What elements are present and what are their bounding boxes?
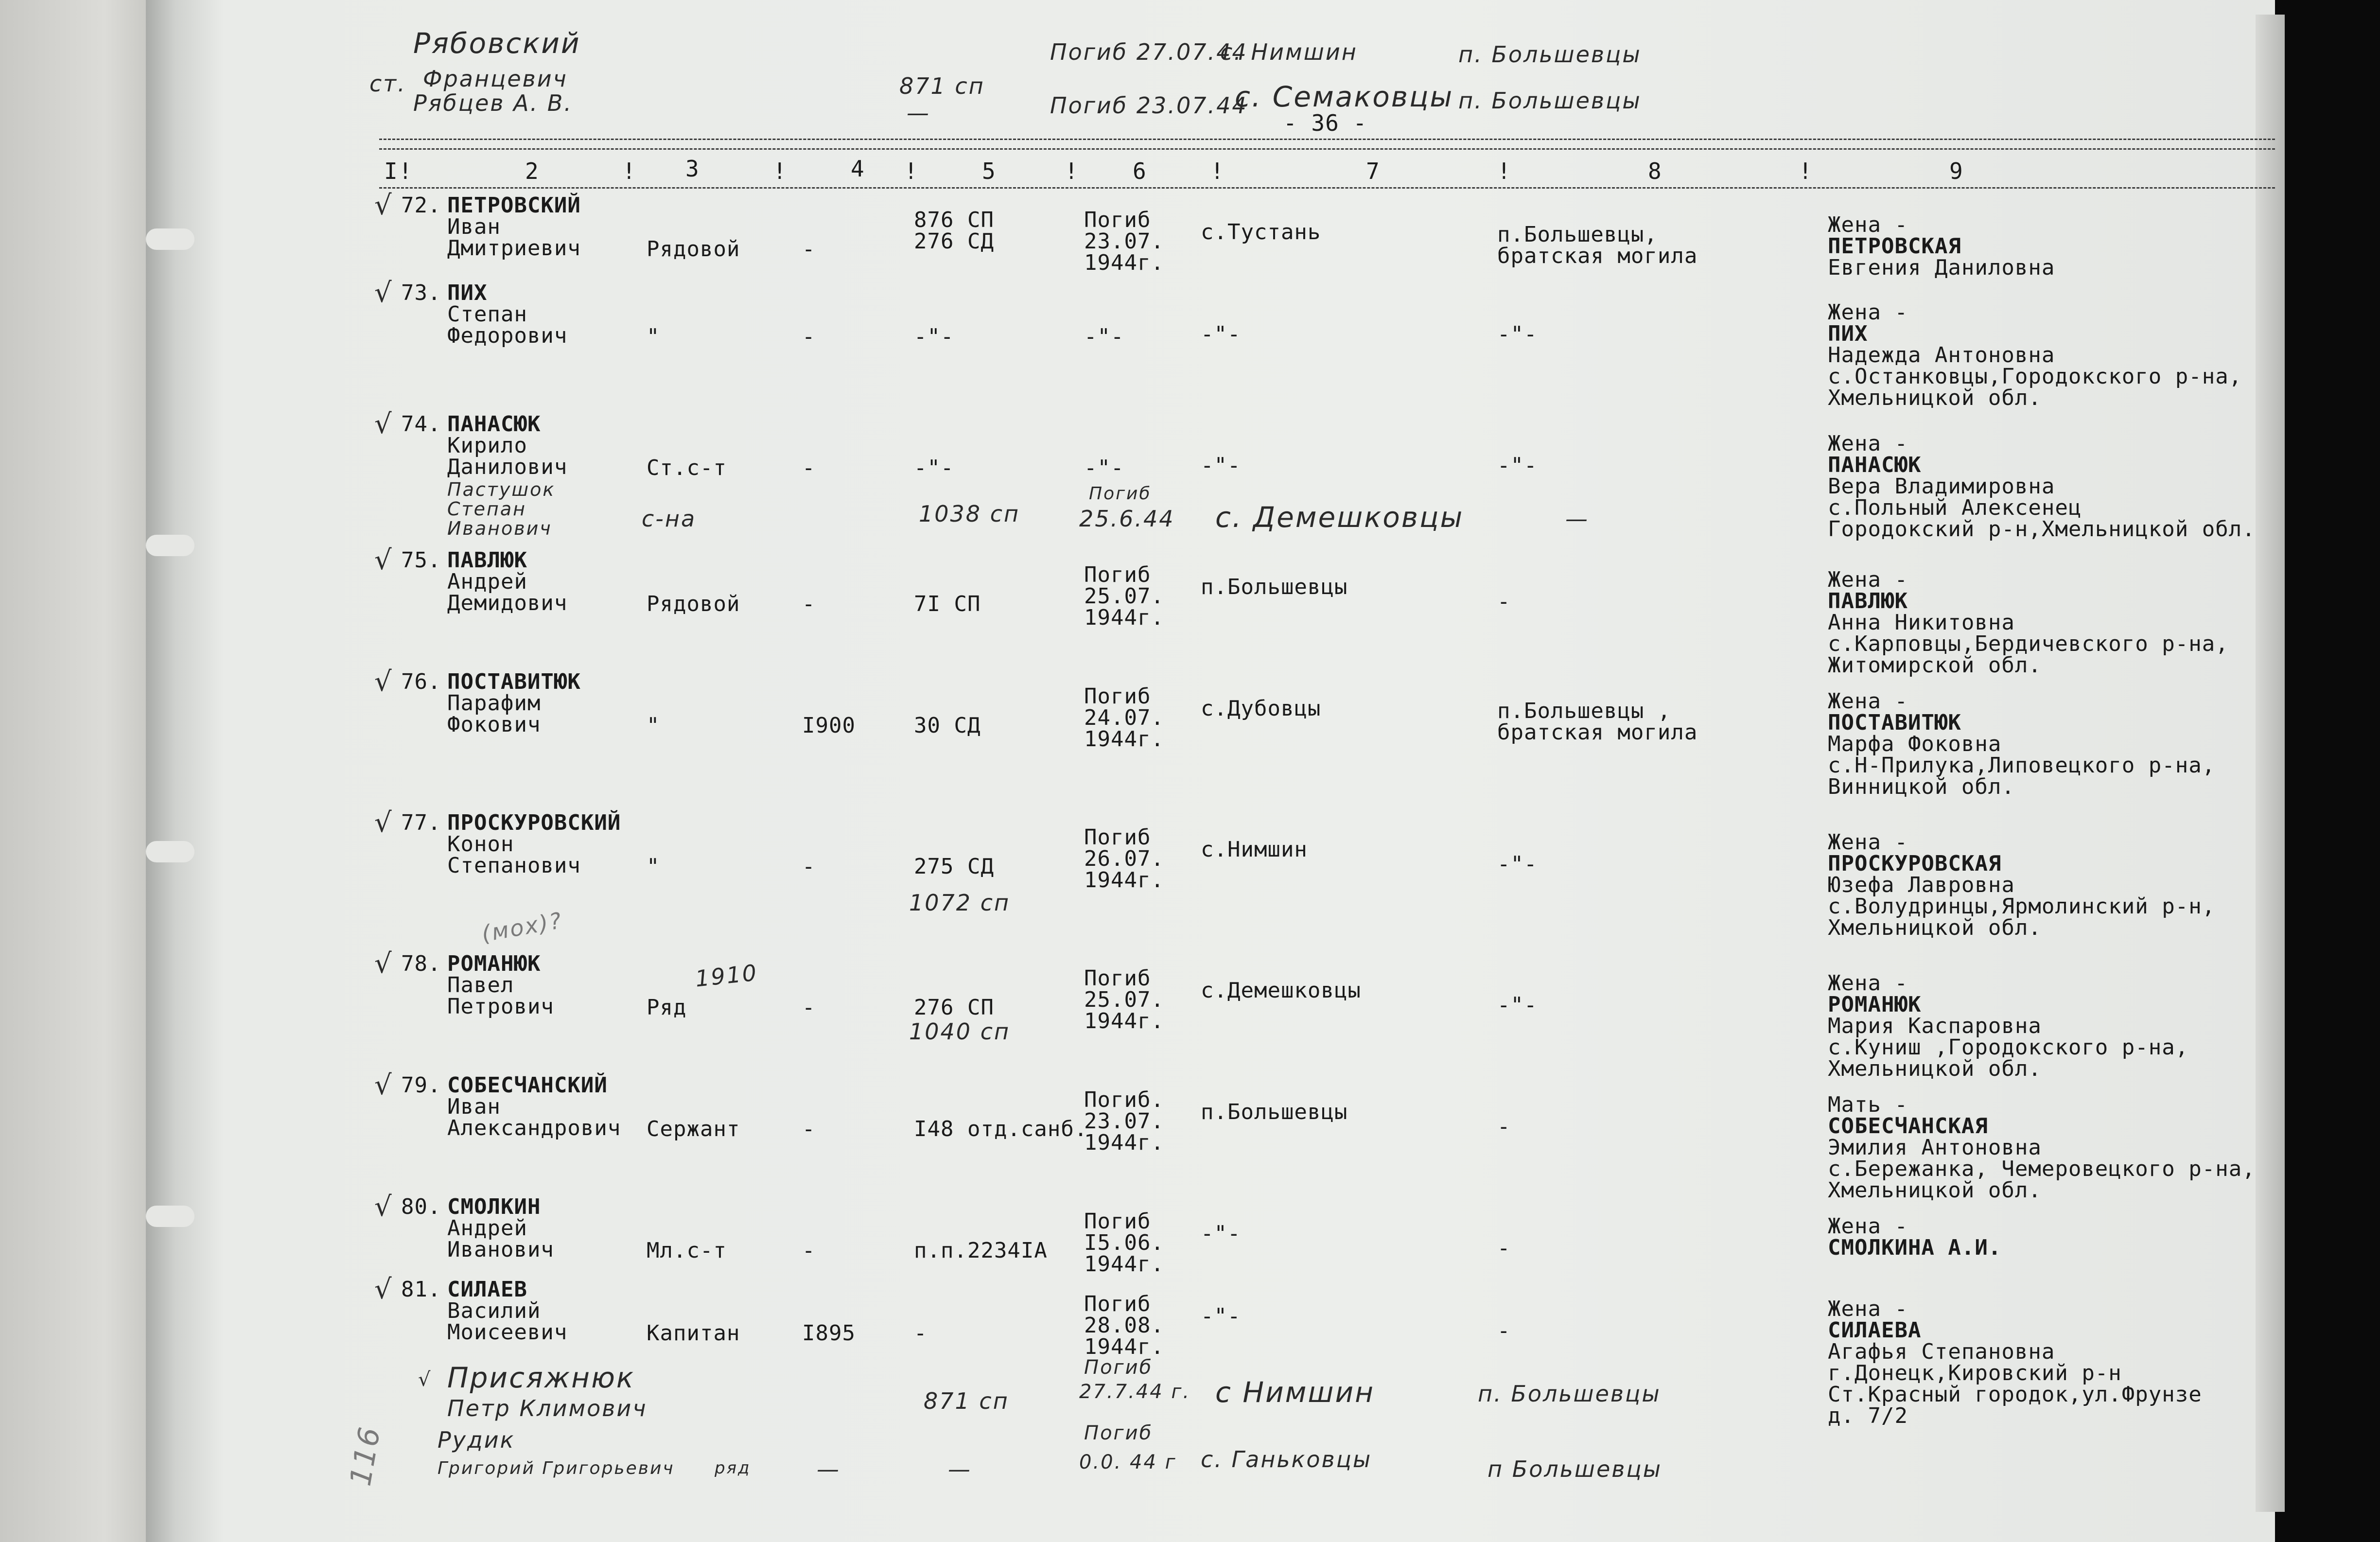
rudik-burial: п Большевцы [1488, 1456, 1662, 1482]
column-separator: ! [399, 158, 412, 184]
record-first-name: Парафим [447, 691, 541, 716]
record-patronymic: Петрович [447, 994, 554, 1019]
record-patronymic: Фокович [447, 712, 541, 737]
record-patronymic: Александрович [447, 1116, 621, 1140]
record-number: 77. [401, 810, 441, 835]
check-mark: √ [374, 948, 392, 980]
column-number-5: 5 [982, 158, 996, 184]
record-relative: Хмельницкой обл. [1828, 386, 2042, 410]
record-number: 81. [401, 1277, 441, 1302]
record-number: 75. [401, 548, 441, 573]
record-death: Погиб [1084, 1209, 1151, 1234]
record-burial: -"- [1497, 322, 1538, 347]
record-place-of-death: п.Большевцы [1201, 1100, 1348, 1124]
record-relative: Эмилия Антоновна [1828, 1135, 2042, 1160]
column-number-1: I [384, 158, 398, 184]
prisyazhnyuk-surname: Присяжнюк [447, 1361, 635, 1394]
record-relative: Жена - [1828, 300, 1908, 325]
top-initial-1: ст. [369, 70, 406, 97]
record-rank: Ряд [647, 995, 687, 1020]
record-death: 25.07. [1084, 584, 1164, 609]
top-death-1: Погиб 27.07.44 [1050, 39, 1248, 65]
record-place-of-death: с.Нимшин [1201, 837, 1308, 862]
rudik-name: Григорий Григорьевич [438, 1458, 675, 1478]
record-death: 1944г. [1084, 1130, 1164, 1155]
record-first-name: Иван [447, 214, 501, 239]
column-separator: ! [1497, 158, 1511, 184]
record-relative: Марфа Фоковна [1828, 732, 2002, 756]
top-surname-1: Рябовский [413, 27, 581, 60]
record-birth-year: - [802, 854, 816, 879]
pastushok-name: Степан [447, 498, 527, 520]
record-place-of-death: -"- [1201, 322, 1241, 347]
record-relative: Винницкой обл. [1828, 774, 2015, 799]
record-relative: д. 7/2 [1828, 1403, 1908, 1428]
record-death: Погиб. [1084, 1087, 1164, 1112]
record-relative: Жена - [1828, 567, 1908, 592]
record-birth-year: - [802, 1238, 816, 1263]
record-burial: -"- [1497, 453, 1538, 478]
record-relative: Хмельницкой обл. [1828, 1178, 2042, 1203]
record-death: 1944г. [1084, 605, 1164, 630]
column-number-3: 3 [685, 156, 699, 182]
record-relative: Жена - [1828, 971, 1908, 996]
record-unit: 30 СД [914, 713, 981, 738]
record-birth-year: I895 [802, 1321, 856, 1346]
record-relative: Жена - [1828, 830, 1908, 855]
record-relative: Жена - [1828, 1297, 1908, 1321]
record-relative: ПИХ [1828, 321, 1868, 346]
column-number-2: 2 [525, 158, 539, 184]
rudik-death-date: 0.0. 44 г [1079, 1451, 1177, 1473]
record-birth-year: - [802, 324, 816, 349]
pastushok-rank: с-на [642, 506, 697, 532]
record-relative: Жена - [1828, 1214, 1908, 1239]
record-death: Погиб [1084, 966, 1151, 991]
record-relative: ПЕТРОВСКАЯ [1828, 234, 1961, 259]
record-death: Погиб [1084, 208, 1151, 232]
binder-hole [146, 841, 194, 862]
top-unit-1: 871 сп [899, 73, 985, 99]
record-surname: ПАВЛЮК [447, 548, 527, 573]
record-number: 78. [401, 951, 441, 976]
binder-hole [146, 535, 194, 556]
record-death: 1944г. [1084, 1009, 1164, 1034]
record-rank: " [647, 713, 660, 738]
record-surname: СМОЛКИН [447, 1194, 541, 1219]
record-unit: -"- [914, 324, 954, 349]
record-first-name: Андрей [447, 569, 527, 594]
header-rule-top [379, 139, 2275, 140]
check-mark: √ [374, 408, 392, 440]
record-relative: Хмельницкой обл. [1828, 915, 2042, 940]
column-separator: ! [1799, 158, 1812, 184]
record-relative: СОБЕСЧАНСКАЯ [1828, 1114, 1988, 1139]
column-number-9: 9 [1949, 158, 1963, 184]
record-burial: п.Большевцы, [1497, 222, 1658, 247]
record-relative: Мать - [1828, 1092, 1908, 1117]
record-patronymic: Степанович [447, 853, 581, 878]
rudik-surname: Рудик [438, 1427, 515, 1453]
record-relative: РОМАНЮК [1828, 992, 1922, 1017]
record-unit: - [914, 1321, 928, 1346]
column-separator: ! [1210, 158, 1224, 184]
record-relative: с.Останковцы,Городокского р-на, [1828, 364, 2242, 389]
record-number: 73. [401, 280, 441, 305]
record-patronymic: Федорович [447, 323, 568, 348]
record-relative: Ст.Красный городок,ул.Фрунзе [1828, 1382, 2202, 1407]
record-death: 23.07. [1084, 229, 1164, 254]
record-surname: СОБЕСЧАНСКИЙ [447, 1073, 608, 1098]
record-birth-year: - [802, 592, 816, 616]
top-burial-2: п. Большевцы [1458, 88, 1642, 114]
page-stack-edge [2256, 15, 2285, 1512]
record-death: 1944г. [1084, 1334, 1164, 1359]
record-unit: I48 отд.санб. [914, 1117, 1088, 1141]
record-burial: -"- [1497, 852, 1538, 876]
record-number: 80. [401, 1194, 441, 1219]
record-place-of-death: -"- [1201, 1304, 1241, 1329]
check-mark: √ [418, 1368, 431, 1391]
record-first-name: Василий [447, 1298, 541, 1323]
record-death: 25.07. [1084, 987, 1164, 1012]
top-name-1: Францевич [423, 66, 568, 92]
check-mark: √ [374, 807, 392, 839]
record-relative: с.Бережанка, Чемеровецкого р-на, [1828, 1156, 2256, 1181]
check-mark: √ [374, 544, 392, 576]
record-surname: ПРОСКУРОВСКИЙ [447, 810, 621, 835]
record-rank: Рядовой [647, 592, 740, 616]
record-birth-year: - [802, 456, 816, 480]
record-relative: г.Донецк,Кировский р-н [1828, 1361, 2122, 1385]
prisyazhnyuk-unit: 871 сп [924, 1388, 1009, 1414]
pastushok-patronymic: Иванович [447, 518, 552, 539]
record-surname: ПЕТРОВСКИЙ [447, 193, 581, 218]
record-burial: братская могила [1497, 244, 1698, 268]
top-surname-2: Рябцев А. В. [413, 90, 573, 116]
record-burial: - [1497, 589, 1511, 614]
record-unit: 7I СП [914, 592, 981, 616]
top-burial-1: п. Большевцы [1458, 41, 1642, 68]
pastushok-unit: 1038 сп [919, 501, 1020, 527]
column-number-4: 4 [851, 156, 864, 182]
record-place-of-death: п.Большевцы [1201, 575, 1348, 599]
year-78: 1910 [694, 959, 759, 992]
record-birth-year: - [802, 1117, 816, 1141]
record-number: 72. [401, 193, 441, 218]
record-first-name: Степан [447, 302, 527, 327]
record-relative: ПАВЛЮК [1828, 589, 1908, 613]
record-place-of-death: с.Дубовцы [1201, 696, 1321, 721]
record-death: Погиб [1084, 562, 1151, 587]
record-unit: п.п.2234IА [914, 1238, 1048, 1263]
record-relative: Агафья Степановна [1828, 1339, 2055, 1364]
record-surname: РОМАНЮК [447, 951, 541, 976]
record-relative: Юзефа Лавровна [1828, 873, 2015, 897]
record-rank: Капитан [647, 1321, 740, 1346]
record-first-name: Иван [447, 1094, 501, 1119]
record-rank: " [647, 324, 660, 349]
record-death: -"- [1084, 456, 1124, 480]
column-separator: ! [904, 158, 918, 184]
record-death: 1944г. [1084, 727, 1164, 752]
record-number: 76. [401, 669, 441, 694]
top-village-2: с. Семаковцы [1235, 80, 1454, 113]
record-relative: Хмельницкой обл. [1828, 1056, 2042, 1081]
record-death: 24.07. [1084, 705, 1164, 730]
check-mark: √ [374, 666, 392, 698]
record-relative: Мария Каспаровна [1828, 1014, 2042, 1038]
record-death: -"- [1084, 324, 1124, 349]
rudik-year: — [817, 1456, 840, 1482]
note-78: (мох)? [479, 907, 565, 947]
record-burial: - [1497, 1114, 1511, 1139]
record-death: I5.06. [1084, 1230, 1164, 1255]
prisyazhnyuk-place: с Нимшин [1215, 1376, 1375, 1409]
record-death: 1944г. [1084, 868, 1164, 893]
record-relative: с.Н-Прилука,Липовецкого р-на, [1828, 753, 2216, 778]
record-rank: Рядовой [647, 237, 740, 262]
record-patronymic: Дмитриевич [447, 236, 581, 261]
record-relative: СМОЛКИНА А.И. [1828, 1235, 2002, 1260]
rudik-rank: ряд [715, 1458, 751, 1478]
record-first-name: Кирило [447, 433, 527, 458]
prisyazhnyuk-death-label: Погиб [1084, 1356, 1153, 1379]
binder-hole [146, 228, 194, 250]
record-surname: СИЛАЕВ [447, 1277, 527, 1302]
record-burial: - [1497, 1236, 1511, 1261]
record-unit: 275 СД [914, 854, 994, 879]
record-burial: - [1497, 1318, 1511, 1343]
header-rule-top-2 [379, 148, 2275, 150]
record-rank: Сержант [647, 1117, 740, 1141]
record-surname: ПАНАСЮК [447, 412, 541, 437]
record-relative: с.Волудринцы,Ярмолинский р-н, [1828, 894, 2216, 919]
column-number-8: 8 [1648, 158, 1662, 184]
pastushok-burial: — [1565, 506, 1589, 532]
record-relative: Городокский р-н,Хмельницкой обл. [1828, 517, 2256, 542]
check-mark: √ [374, 1274, 392, 1305]
record-death: 1944г. [1084, 250, 1164, 275]
record-relative: Евгения Даниловна [1828, 255, 2055, 280]
pastushok-place: с. Демешковцы [1215, 501, 1464, 534]
column-separator: ! [622, 158, 636, 184]
column-number-7: 7 [1366, 158, 1380, 184]
record-first-name: Андрей [447, 1216, 527, 1241]
top-unit-mark-2: — [907, 100, 930, 126]
record-birth-year: I900 [802, 713, 856, 738]
rudik-place: с. Ганьковцы [1201, 1446, 1372, 1472]
prisyazhnyuk-death-date: 27.7.44 г. [1079, 1381, 1191, 1403]
record-surname: ПОСТАВИТЮК [447, 669, 581, 694]
record-relative: ПАНАСЮК [1828, 453, 1922, 477]
record-birth-year: - [802, 237, 816, 262]
record-burial: п.Большевцы , [1497, 699, 1671, 723]
top-village-1: с. Нимшин [1220, 39, 1358, 65]
record-relative: с.Карповцы,Бердичевского р-на, [1828, 631, 2229, 656]
record-relative: СИЛАЕВА [1828, 1318, 1922, 1343]
top-death-2: Погиб 23.07.44 [1050, 92, 1248, 119]
record-number: 79. [401, 1073, 441, 1098]
record-relative: ПРОСКУРОВСКАЯ [1828, 851, 2002, 876]
record-relative: с.Польный Алексенец [1828, 495, 2082, 520]
record-relative: Вера Владимировна [1828, 474, 2055, 499]
record-relative: Жена - [1828, 689, 1908, 714]
record-place-of-death: с.Тустань [1201, 220, 1321, 245]
check-mark: √ [374, 1069, 392, 1101]
page-number: - 36 - [1283, 110, 1367, 136]
record-relative: Житомирской обл. [1828, 653, 2042, 678]
rudik-unit: — [948, 1456, 972, 1482]
record-unit: 276 СП [914, 995, 994, 1020]
sheet-number: 116 [343, 1423, 387, 1489]
column-separator: ! [773, 158, 787, 184]
pastushok-death-date: 25.6.44 [1079, 506, 1175, 532]
record-patronymic: Моисеевич [447, 1320, 568, 1345]
record-patronymic: Демидович [447, 591, 568, 615]
record-unit: -"- [914, 456, 954, 480]
record-place-of-death: с.Демешковцы [1201, 978, 1361, 1003]
record-rank: Мл.с-т [647, 1238, 727, 1263]
record-relative: с.Куниш ,Городокского р-на, [1828, 1035, 2189, 1060]
record-unit: 276 СД [914, 229, 994, 254]
binder-hole [146, 1206, 194, 1227]
rudik-death-label: Погиб [1084, 1422, 1153, 1444]
record-burial: -"- [1497, 993, 1538, 1017]
record-relative: Жена - [1828, 212, 1908, 237]
record-death: 26.07. [1084, 846, 1164, 871]
check-mark: √ [374, 277, 392, 309]
check-mark: √ [374, 190, 392, 221]
record-relative: Анна Никитовна [1828, 610, 2015, 635]
record-rank: Ст.с-т [647, 456, 727, 480]
header-rule-bottom [379, 187, 2275, 189]
record-relative: Жена - [1828, 431, 1908, 456]
prisyazhnyuk-name: Петр Климович [447, 1395, 648, 1421]
record-place-of-death: -"- [1201, 1221, 1241, 1246]
column-number-6: 6 [1133, 158, 1146, 184]
record-relative: Надежда Антоновна [1828, 343, 2055, 368]
record-relative: ПОСТАВИТЮК [1828, 710, 1961, 735]
record-death: Погиб [1084, 825, 1151, 850]
record-place-of-death: -"- [1201, 453, 1241, 478]
column-separator: ! [1065, 158, 1078, 184]
pastushok-death-label: Погиб [1089, 484, 1152, 504]
record-burial: братская могила [1497, 720, 1698, 745]
record-unit: 876 СП [914, 208, 994, 232]
record-death: Погиб [1084, 1292, 1151, 1316]
record-death: 1944г. [1084, 1252, 1164, 1277]
record-patronymic: Данилович [447, 455, 568, 479]
unit-78-extra: 1040 сп [909, 1018, 1011, 1045]
record-surname: ПИХ [447, 280, 488, 305]
unit-77-extra: 1072 сп [909, 890, 1011, 916]
record-death: Погиб [1084, 684, 1151, 709]
record-first-name: Конон [447, 832, 514, 857]
record-birth-year: - [802, 995, 816, 1020]
record-death: 23.07. [1084, 1109, 1164, 1134]
record-rank: " [647, 854, 660, 879]
record-patronymic: Иванович [447, 1237, 554, 1262]
record-first-name: Павел [447, 973, 514, 998]
prisyazhnyuk-burial: п. Большевцы [1478, 1381, 1661, 1407]
pastushok-surname: Пастушок [447, 479, 556, 500]
record-death: 28.08. [1084, 1313, 1164, 1338]
check-mark: √ [374, 1191, 392, 1223]
record-number: 74. [401, 412, 441, 437]
